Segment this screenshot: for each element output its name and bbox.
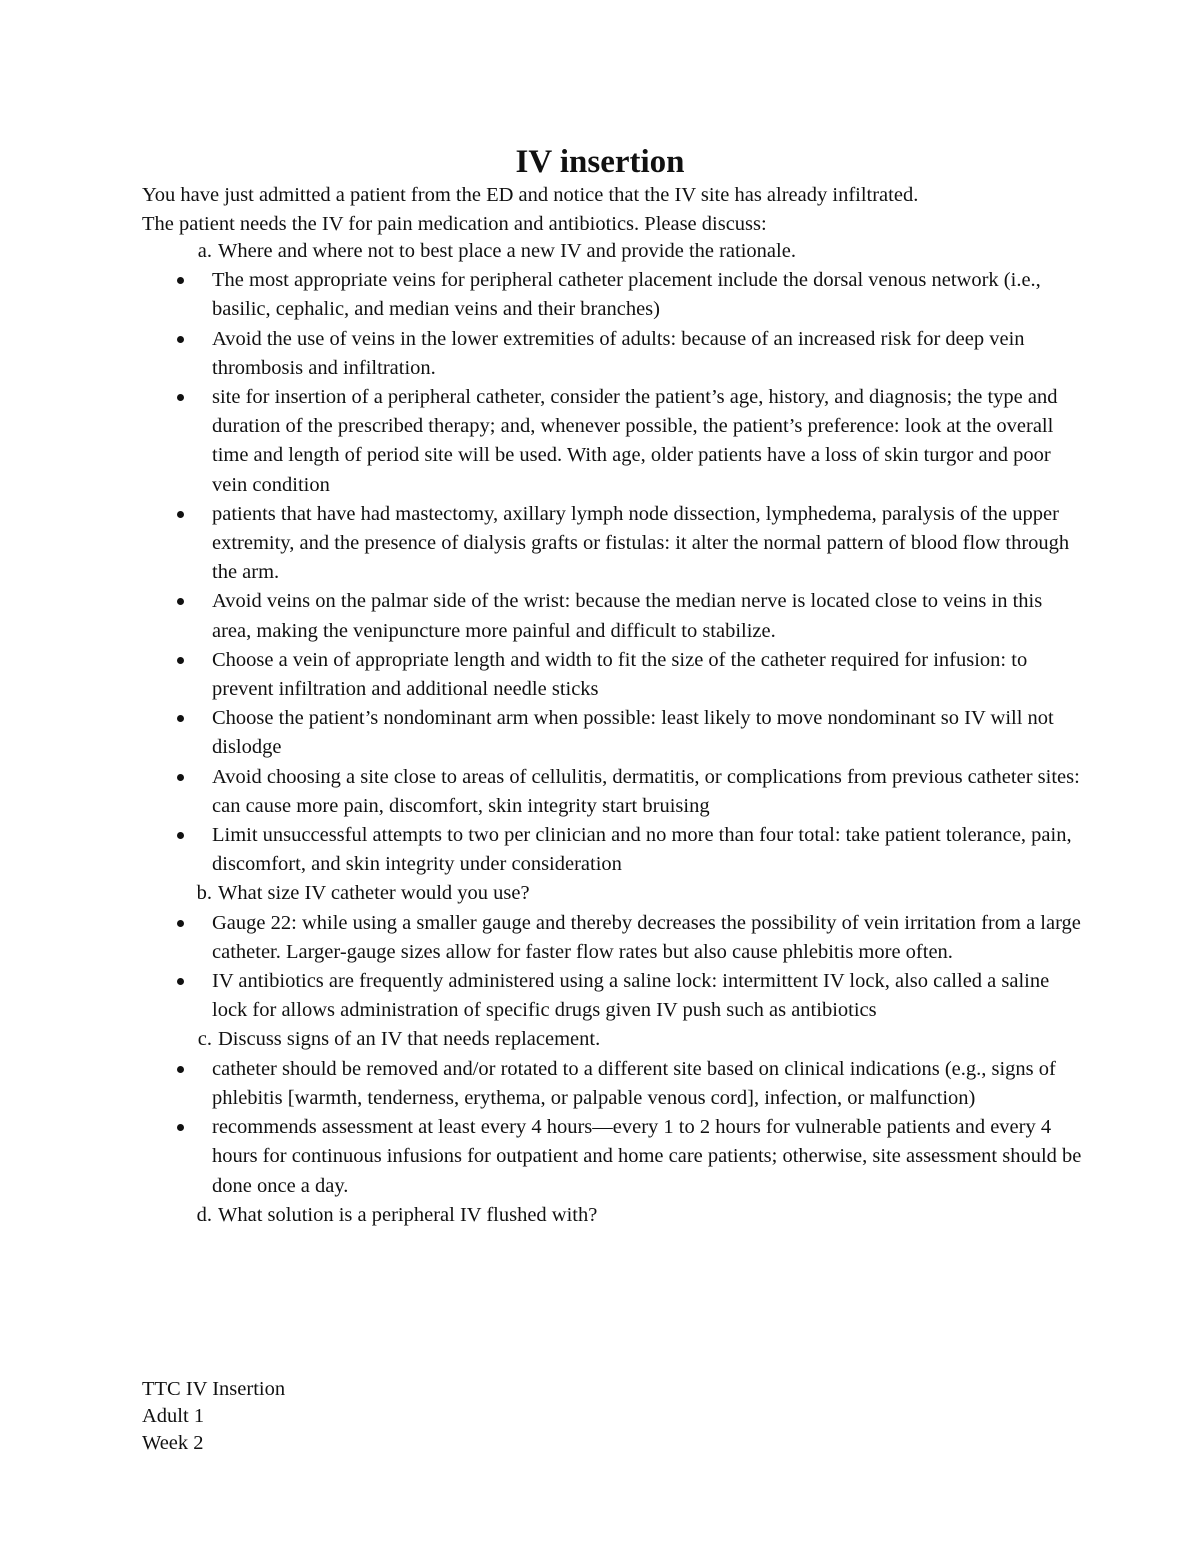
bullet-icon (177, 715, 184, 722)
bullet-text: IV antibiotics are frequently administered using a saline lock: intermittent IV lock, also called a saline lock for allows administration of specific drugs given IV push such as antibiotics (212, 970, 1050, 1022)
bullet-item (142, 1055, 1082, 1113)
question-item (142, 879, 1082, 908)
bullet-icon (177, 774, 184, 781)
bullet-icon (177, 277, 184, 284)
question-text: Discuss signs of an IV that needs replacement. (218, 1028, 601, 1051)
question-list (142, 237, 1082, 1230)
bullet-icon (177, 832, 184, 839)
document-title: IV insertion (515, 144, 685, 180)
bullet-item (142, 704, 1082, 762)
bullet-item (142, 325, 1082, 383)
question-marker: b. (196, 882, 212, 905)
question-marker: a. (197, 240, 212, 262)
bullet-item (142, 967, 1082, 1025)
bullet-text: The most appropriate veins for peripheral catheter placement include the dorsal venous network (i.e., basilic, cephalic, and median veins and their branches) (212, 269, 1041, 321)
question-text: What size IV catheter would you use? (218, 882, 530, 905)
footer-course: TTC IV Insertion (142, 1378, 286, 1400)
bullet-item (142, 587, 1082, 645)
bullet-icon (177, 657, 184, 664)
bullet-text: Choose a vein of appropriate length and width to fit the size of the catheter required for infusion: to prevent infiltration and additional needle sticks (212, 648, 1028, 701)
bullet-icon (177, 598, 184, 605)
bullet-icon (177, 394, 184, 401)
bullet-icon (177, 511, 184, 518)
intro-paragraph (142, 181, 1082, 239)
bullet-text: Choose the patient’s nondominant arm when possible: least likely to move nondominant so IV will not dislodge (212, 707, 1054, 759)
bullet-item (142, 1113, 1082, 1201)
bullet-item (142, 500, 1082, 588)
bullet-text: Avoid veins on the palmar side of the wrist: because the median nerve is located close to veins in this area, making the venipuncture more painful and difficult to stabilize. (212, 590, 1043, 642)
question-text: What solution is a peripheral IV flushed with? (218, 1203, 598, 1226)
question-item (142, 1201, 1082, 1230)
question-item (142, 1025, 1082, 1054)
bullet-text: Avoid the use of veins in the lower extremities of adults: because of an increased risk for deep vein thrombosis and infiltration. (212, 327, 1025, 379)
bullet-item (142, 383, 1082, 500)
question-item (142, 237, 1082, 266)
footer-week: Week 2 (142, 1432, 204, 1454)
bullet-text: catheter should be removed and/or rotated to a different site based on clinical indications (e.g., signs of phlebitis [warmth, tenderness, erythema, or palpable venous cord], infection, or malfunction) (212, 1057, 1056, 1109)
bullet-text: Limit unsuccessful attempts to two per clinician and no more than four total: take patient tolerance, pain, discomfort, and skin integrity under consideration (212, 824, 1072, 876)
bullet-icon (177, 336, 184, 343)
bullet-item (142, 646, 1082, 704)
intro-line: The patient needs the IV for pain medication and antibiotics. Please discuss: (142, 213, 767, 236)
bullet-icon (177, 978, 184, 985)
bullet-item (142, 266, 1082, 324)
bullet-item (142, 909, 1082, 967)
bullet-text: Avoid choosing a site close to areas of cellulitis, dermatitis, or complications from previous catheter sites: can cause more pain, discomfort, skin integrity start bruising (212, 765, 1080, 817)
intro-line: You have just admitted a patient from the ED and notice that the IV site has already infiltrated. (142, 184, 919, 206)
bullet-icon (177, 920, 184, 927)
question-marker: c. (197, 1028, 212, 1051)
bullet-icon (177, 1124, 184, 1131)
bullet-item (142, 763, 1082, 821)
question-text: Where and where not to best place a new IV and provide the rationale. (218, 240, 796, 262)
question-marker: d. (196, 1203, 212, 1226)
document-footer (142, 1376, 285, 1457)
bullet-text: Gauge 22: while using a smaller gauge and thereby decreases the possibility of vein irritation from a large catheter. Larger-gauge sizes allow for faster flow rates but also cause phlebitis more often. (212, 911, 1081, 963)
bullet-text: site for insertion of a peripheral catheter, consider the patient’s age, history, and diagnosis; the type and duration of the prescribed therapy; and, whenever possible, the patient’s preference: look at the overall time and length of period site will be used. With age, older patients have a loss of skin turgor and poor vein condition (212, 386, 1058, 496)
bullet-text: recommends assessment at least every 4 hours—every 1 to 2 hours for vulnerable patients and every 4 hours for continuous infusions for outpatient and home care patients; otherwise, site assessment should be done once a day. (212, 1116, 1082, 1197)
footer-level: Adult 1 (142, 1405, 205, 1427)
bullet-item (142, 821, 1082, 879)
bullet-icon (177, 1066, 184, 1073)
bullet-text: patients that have had mastectomy, axillary lymph node dissection, lymphedema, paralysis of the upper extremity, and the presence of dialysis grafts or fistulas: it alter the normal pattern of blood flow through the arm. (212, 502, 1070, 584)
